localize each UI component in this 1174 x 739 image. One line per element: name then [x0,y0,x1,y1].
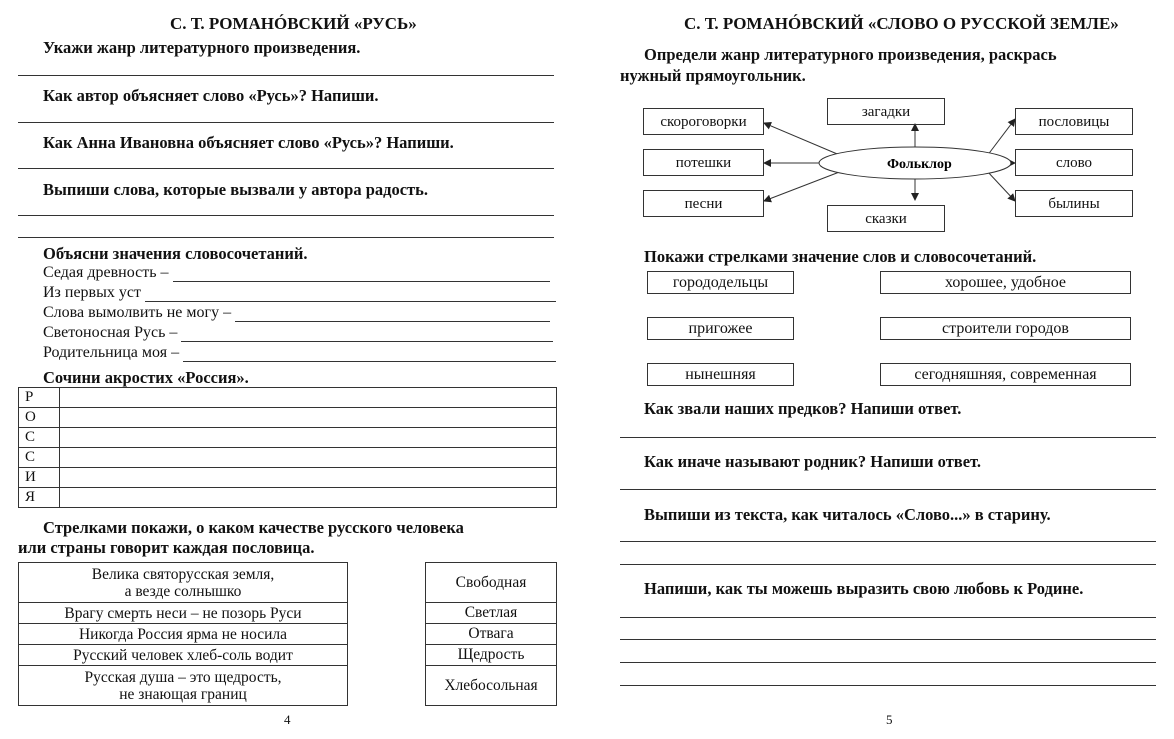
answer-line[interactable] [620,639,1156,640]
genre-box-word[interactable]: слово [1015,149,1133,176]
question-joy-words: Выпиши слова, которые вызвали у автора радость. [43,180,428,199]
genre-box-tongue-twisters[interactable]: скороговорки [643,108,764,135]
acrostic-row [19,388,557,408]
answer-line[interactable] [18,215,554,216]
proverb-text: Никогда Россия ярма не носила [78,625,287,643]
question-phrases: Объясни значения словосочетаний. [43,244,308,263]
phrase-blank[interactable] [145,287,556,302]
acrostic-cell[interactable] [60,428,557,448]
phrase-blank[interactable] [183,347,556,362]
proverb-text: Врагу смерть неси – не позорь Руси [64,604,302,622]
answer-line[interactable] [620,662,1156,663]
acrostic-row [19,468,557,488]
answer-line[interactable] [620,541,1156,542]
phrase-label: Слова вымолвить не могу – [43,304,232,321]
acrostic-letter: С [19,428,60,448]
acrostic-row [19,408,557,428]
genre-box-fairytales[interactable]: сказки [827,205,945,232]
answer-line[interactable] [18,122,554,123]
genre-box-riddles[interactable]: загадки [827,98,945,125]
answer-line[interactable] [620,617,1156,618]
proverb-cell[interactable] [19,624,348,645]
page-number: 5 [886,712,893,727]
acrostic-row [19,488,557,508]
page-number: 4 [284,712,291,727]
question-proverbs-line1: Стрелками покажи, о каком качестве русского человека [43,518,464,537]
quality-cell[interactable]: Отвага [426,624,557,645]
phrase-row[interactable] [43,284,556,302]
word-box[interactable]: пригожее [647,317,794,340]
meaning-box[interactable]: хорошее, удобное [880,271,1131,294]
left-page-title: С. Т. РОМАНÓВСКИЙ «РУСЬ» [170,14,417,33]
proverb-text: Велика святорусская земля, [91,565,275,583]
meaning-box[interactable]: строители городов [880,317,1131,340]
answer-line[interactable] [18,237,554,238]
phrase-blank[interactable] [181,327,553,342]
quality-cell[interactable]: Хлебосольная [426,666,557,706]
genre-box-proverbs[interactable]: пословицы [1015,108,1133,135]
acrostic-cell[interactable] [60,388,557,408]
acrostic-table [18,387,557,508]
acrostic-letter: О [19,408,60,428]
phrase-label: Седая древность – [43,264,169,281]
meaning-box[interactable]: сегодняшняя, современная [880,363,1131,386]
right-page [587,0,1174,739]
word-box[interactable]: горододельцы [647,271,794,294]
folklore-label: Фольклор [887,157,952,172]
acrostic-letter: С [19,448,60,468]
question-author-rus: Как автор объясняет слово «Русь»? Напиши. [43,86,379,105]
quality-cell[interactable]: Щедрость [426,645,557,666]
answer-line[interactable] [620,489,1156,490]
acrostic-letter: И [19,468,60,488]
acrostic-cell[interactable] [60,448,557,468]
phrase-blank[interactable] [235,307,550,322]
phrase-row[interactable] [43,264,550,282]
phrase-blank[interactable] [173,267,550,282]
word-box[interactable]: нынешняя [647,363,794,386]
phrase-row[interactable] [43,324,553,342]
proverb-text: а везде солнышко [124,582,242,600]
question-word-meanings: Покажи стрелками значение слов и словосочетаний. [644,247,1037,266]
acrostic-cell[interactable] [60,488,557,508]
question-proverbs-line2: или страны говорит каждая пословица. [18,538,315,557]
phrase-row[interactable] [43,304,550,322]
phrase-label: Из первых уст [43,284,141,301]
answer-line[interactable] [620,685,1156,686]
answer-line[interactable] [18,168,554,169]
proverb-cell[interactable] [19,666,348,706]
question-genre-line2: нужный прямоугольник. [620,66,806,85]
proverb-text: Русская душа – это щедрость, [84,668,282,686]
acrostic-row [19,448,557,468]
qualities-table [425,562,557,706]
question-acrostic: Сочини акростих «Россия». [43,368,249,387]
proverb-cell[interactable] [19,603,348,624]
answer-line[interactable] [18,75,554,76]
question-anna-rus: Как Анна Ивановна объясняет слово «Русь»? Напиши. [43,133,454,152]
proverb-cell[interactable] [19,645,348,666]
quality-cell[interactable]: Светлая [426,603,557,624]
quality-cell[interactable]: Свободная [426,563,557,603]
question-genre-line1: Определи жанр литературного произведения, раскрась [644,45,1057,64]
acrostic-letter: Р [19,388,60,408]
acrostic-cell[interactable] [60,408,557,428]
proverb-text: не знающая границ [119,685,247,703]
genre-box-songs[interactable]: песни [643,190,764,217]
genre-box-nursery-rhymes[interactable]: потешки [643,149,764,176]
phrase-row[interactable] [43,344,556,362]
proverbs-table [18,562,348,706]
question-love-motherland: Напиши, как ты можешь выразить свою любовь к Родине. [644,579,1084,598]
acrostic-cell[interactable] [60,468,557,488]
acrostic-row [19,428,557,448]
right-page-title: С. Т. РОМАНÓВСКИЙ «СЛОВО О РУССКОЙ ЗЕМЛЕ» [684,14,1119,33]
phrase-label: Светоносная Русь – [43,324,178,341]
question-old-reading: Выпиши из текста, как читалось «Слово...» в старину. [644,505,1051,524]
answer-line[interactable] [620,564,1156,565]
proverb-cell[interactable] [19,563,348,603]
question-genre: Укажи жанр литературного произведения. [43,38,361,57]
question-ancestors: Как звали наших предков? Напиши ответ. [644,399,962,418]
phrase-label: Родительница моя – [43,344,180,361]
question-spring: Как иначе называют родник? Напиши ответ. [644,452,982,471]
acrostic-letter: Я [19,488,60,508]
genre-box-epics[interactable]: былины [1015,190,1133,217]
answer-line[interactable] [620,437,1156,438]
proverb-text: Русский человек хлеб-соль водит [73,646,293,664]
